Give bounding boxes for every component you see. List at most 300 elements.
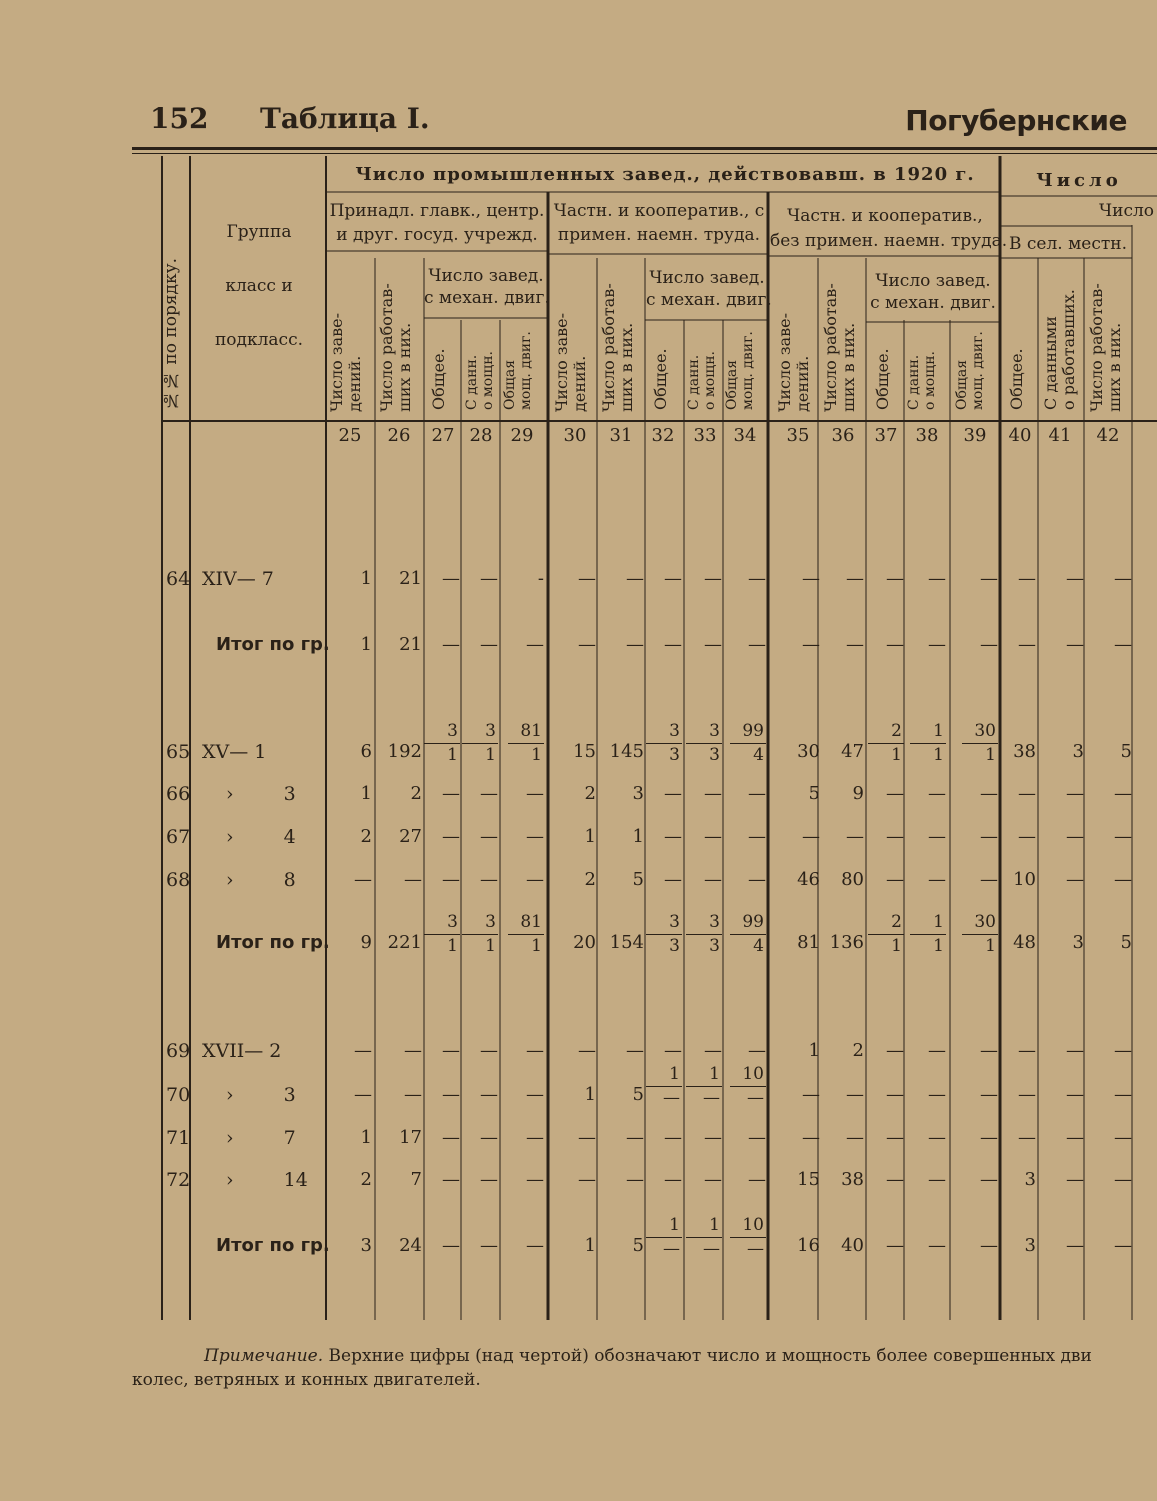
group-total-label: Итог по гр.: [216, 1235, 330, 1256]
table-cell: —: [480, 826, 498, 847]
table-cell: —: [748, 826, 766, 847]
table-cell: —: [748, 568, 766, 589]
column-number: 42: [1096, 425, 1120, 446]
table-cell: 15: [797, 1169, 820, 1190]
column-number: 32: [651, 425, 675, 446]
table-cell: —: [980, 1169, 998, 1190]
table-cell: —: [354, 1084, 372, 1105]
fraction-numerator: 1: [709, 1064, 720, 1084]
column-number: 40: [1008, 425, 1032, 446]
table-cell: —: [480, 568, 498, 589]
table-cell: 80: [841, 869, 864, 890]
vh-34: Общая мощ. двиг.: [724, 331, 756, 410]
table-cell: —: [442, 634, 460, 655]
fraction-bar: [646, 1086, 682, 1087]
column-number: 38: [915, 425, 939, 446]
fraction-denominator: 3: [669, 745, 680, 765]
table-cell: —: [704, 1169, 722, 1190]
table-cell: —: [442, 1040, 460, 1061]
header-chislo: Число: [1036, 170, 1122, 191]
table-cell: —: [526, 1235, 544, 1256]
fraction-bar: [730, 743, 766, 744]
table-cell: 3: [1024, 1169, 1036, 1190]
header-mech-c-1: Число завед.: [875, 271, 991, 291]
table-cell: —: [526, 634, 544, 655]
row-number: 69: [166, 1040, 191, 1062]
table-cell: 2: [584, 783, 596, 804]
table-cell: —: [664, 783, 682, 804]
table-cell: —: [578, 1040, 596, 1061]
column-number: 36: [831, 425, 855, 446]
table-cell: —: [480, 1084, 498, 1105]
table-cell: 5: [632, 1084, 644, 1105]
fraction-numerator: 10: [742, 1215, 764, 1235]
table-cell: 3: [1024, 1235, 1036, 1256]
fraction-bar: [910, 743, 946, 744]
fraction-bar: [730, 934, 766, 935]
table-cell: —: [526, 1084, 544, 1105]
table-cell: —: [578, 1127, 596, 1148]
table-cell: —: [928, 1169, 946, 1190]
table-cell: —: [442, 826, 460, 847]
table-cell: —: [886, 826, 904, 847]
table-cell: —: [1018, 826, 1036, 847]
table-cell: —: [846, 826, 864, 847]
table-cell: —: [704, 783, 722, 804]
table-cell: —: [1066, 869, 1084, 890]
fraction-denominator: 3: [709, 745, 720, 765]
table-title: Таблица I.: [260, 102, 430, 135]
fraction-denominator: 4: [753, 745, 764, 765]
table-cell: —: [664, 869, 682, 890]
fraction-numerator: 3: [485, 721, 496, 741]
table-cell: —: [354, 1040, 372, 1061]
header-mech-b-1: Число завед.: [649, 268, 765, 288]
fraction-numerator: 10: [742, 1064, 764, 1084]
table-cell: —: [1018, 1040, 1036, 1061]
fraction-denominator: 1: [985, 936, 996, 956]
table-cell: 81: [797, 932, 820, 953]
table-cell: —: [980, 869, 998, 890]
table-cell: —: [526, 783, 544, 804]
header-main-title: Число промышленных завед., действовавш. в 1920 г.: [355, 164, 975, 185]
table-cell: 2: [360, 1169, 372, 1190]
table-cell: 221: [387, 932, 422, 953]
table-cell: 40: [841, 1235, 864, 1256]
table-cell: —: [886, 1235, 904, 1256]
table-cell: 2: [360, 826, 372, 847]
table-cell: —: [1114, 783, 1132, 804]
fraction-denominator: 1: [531, 936, 542, 956]
fraction-numerator: 3: [669, 912, 680, 932]
row-label: › 14: [226, 1169, 308, 1191]
table-cell: —: [664, 634, 682, 655]
header-state-1: Принадл. главк., центр.: [329, 201, 545, 221]
footnote-text-2: колес, ветряных и конных двигателей.: [132, 1370, 481, 1390]
table-cell: 10: [1013, 869, 1036, 890]
table-cell: —: [748, 869, 766, 890]
fraction-numerator: 99: [742, 721, 764, 741]
fraction-bar: [868, 743, 904, 744]
table-cell: —: [1066, 1084, 1084, 1105]
table-cell: 21: [399, 568, 422, 589]
fraction-denominator: 1: [985, 745, 996, 765]
table-cell: —: [980, 783, 998, 804]
table-cell: —: [1066, 1235, 1084, 1256]
table-cell: —: [442, 1169, 460, 1190]
table-cell: —: [526, 869, 544, 890]
fraction-bar: [686, 934, 722, 935]
fraction-numerator: 1: [669, 1215, 680, 1235]
header-village: В сел. местн.: [1008, 234, 1128, 254]
table-cell: 1: [584, 1235, 596, 1256]
table-cell: —: [1114, 1127, 1132, 1148]
row-number: 64: [166, 568, 191, 590]
fraction-numerator: 2: [891, 721, 902, 741]
table-cell: 6: [360, 741, 372, 762]
table-cell: 1: [584, 826, 596, 847]
row-label: › 8: [226, 869, 296, 891]
vh-25: Число заве- дений.: [327, 312, 364, 412]
table-cell: —: [442, 1235, 460, 1256]
table-cell: —: [1066, 1127, 1084, 1148]
table-cell: —: [664, 1169, 682, 1190]
table-cell: —: [748, 1169, 766, 1190]
table-cell: —: [846, 1127, 864, 1148]
table-cell: 1: [360, 783, 372, 804]
table-cell: —: [1114, 1235, 1132, 1256]
table-cell: —: [748, 1040, 766, 1061]
fraction-denominator: 1: [531, 745, 542, 765]
table-cell: 5: [632, 869, 644, 890]
table-cell: 16: [797, 1235, 820, 1256]
vh-26: Число работав- ших в них.: [377, 283, 414, 412]
fraction-denominator: —: [747, 1088, 764, 1108]
table-cell: —: [480, 634, 498, 655]
table-cell: 5: [1120, 741, 1132, 762]
fraction-numerator: 3: [447, 721, 458, 741]
vh-33: С данн. о мощн.: [686, 351, 718, 410]
page-number: 152: [150, 102, 209, 135]
table-cell: 136: [829, 932, 864, 953]
fraction-denominator: 1: [933, 745, 944, 765]
table-cell: —: [928, 869, 946, 890]
table-cell: —: [928, 1040, 946, 1061]
table-cell: —: [1066, 783, 1084, 804]
table-cell: 9: [360, 932, 372, 953]
fraction-bar: [910, 934, 946, 935]
header-chislo-sub: Число: [1098, 201, 1154, 221]
table-cell: 2: [584, 869, 596, 890]
table-cell: —: [1066, 568, 1084, 589]
table-cell: —: [980, 634, 998, 655]
table-cell: —: [1018, 634, 1036, 655]
table-cell: 1: [360, 1127, 372, 1148]
table-cell: 1: [360, 568, 372, 589]
table-cell: —: [886, 783, 904, 804]
table-cell: —: [1114, 1040, 1132, 1061]
fraction-numerator: 30: [974, 912, 996, 932]
column-number: 41: [1048, 425, 1072, 446]
row-number: 65: [166, 741, 191, 763]
table-cell: 1: [632, 826, 644, 847]
footnote: [132, 1344, 1157, 1392]
table-cell: 27: [399, 826, 422, 847]
table-cell: —: [1066, 634, 1084, 655]
table-cell: 154: [609, 932, 644, 953]
column-number: 35: [786, 425, 810, 446]
table-cell: —: [626, 568, 644, 589]
fraction-bar: [508, 934, 544, 935]
fraction-denominator: —: [703, 1239, 720, 1259]
header-mech-b-2: с механ. двиг.: [646, 290, 772, 310]
fraction-denominator: 1: [933, 936, 944, 956]
table-cell: 2: [852, 1040, 864, 1061]
vh-39: Общая мощ. двиг.: [954, 331, 986, 410]
fraction-numerator: 3: [485, 912, 496, 932]
fraction-bar: [686, 1237, 722, 1238]
fraction-bar: [646, 1237, 682, 1238]
table-cell: —: [480, 783, 498, 804]
fraction-denominator: 1: [891, 936, 902, 956]
table-cell: —: [704, 1127, 722, 1148]
fraction-denominator: 1: [891, 745, 902, 765]
table-cell: 38: [841, 1169, 864, 1190]
table-cell: 3: [360, 1235, 372, 1256]
vh-41: С данными о работавших.: [1041, 289, 1078, 410]
table-cell: —: [526, 826, 544, 847]
fraction-numerator: 3: [669, 721, 680, 741]
table-cell: —: [980, 1040, 998, 1061]
vh-27: Общее.: [429, 348, 448, 410]
table-cell: 38: [1013, 741, 1036, 762]
table-cell: —: [928, 783, 946, 804]
header-nohired-2: без примен. наемн. труда.: [770, 231, 1008, 251]
table-cell: —: [1114, 826, 1132, 847]
table-cell: 20: [573, 932, 596, 953]
fraction-bar: [646, 743, 682, 744]
running-head: Погубернские: [905, 104, 1127, 137]
table-cell: 21: [399, 634, 422, 655]
fraction-numerator: 3: [709, 721, 720, 741]
table-cell: —: [442, 1127, 460, 1148]
table-cell: —: [980, 568, 998, 589]
column-number: 25: [338, 425, 362, 446]
row-number: 68: [166, 869, 191, 891]
column-number: 31: [609, 425, 633, 446]
table-cell: 5: [808, 783, 820, 804]
table-cell: —: [980, 1127, 998, 1148]
table-cell: —: [846, 1084, 864, 1105]
group-total-label: Итог по гр.: [216, 634, 330, 655]
column-number: 27: [431, 425, 455, 446]
table-cell: —: [704, 634, 722, 655]
table-cell: —: [1066, 1169, 1084, 1190]
table-cell: —: [802, 1084, 820, 1105]
table-cell: —: [1114, 568, 1132, 589]
header-hired-2: примен. наемн. труда.: [557, 225, 761, 245]
table-cell: —: [928, 1084, 946, 1105]
table-cell: —: [578, 568, 596, 589]
table-cell: 1: [584, 1084, 596, 1105]
table-cell: —: [1018, 568, 1036, 589]
table-cell: —: [704, 1040, 722, 1061]
table-cell: —: [846, 568, 864, 589]
vh-30: Число заве- дений.: [552, 312, 589, 412]
header-mech-c-2: с механ. двиг.: [870, 293, 996, 313]
table-cell: —: [1114, 1169, 1132, 1190]
table-cell: 2: [410, 783, 422, 804]
table-cell: —: [704, 869, 722, 890]
header-mech-a-1: Число завед.: [428, 266, 544, 286]
table-cell: —: [442, 869, 460, 890]
table-cell: —: [480, 1040, 498, 1061]
fraction-bar: [462, 743, 498, 744]
vh-38: С данн. о мощн.: [906, 351, 938, 410]
table-cell: —: [928, 1235, 946, 1256]
footnote-text: Верхние цифры (над чертой) обозначают число и мощность более совершенных дви: [328, 1346, 1092, 1366]
table-cell: —: [1114, 869, 1132, 890]
header-group-3: подкласс.: [214, 330, 304, 350]
row-label: XVII— 2: [202, 1040, 282, 1062]
table-cell: 192: [387, 741, 422, 762]
table-cell: 145: [609, 741, 644, 762]
row-label: › 3: [226, 783, 296, 805]
row-label: › 4: [226, 826, 296, 848]
table-cell: —: [404, 1084, 422, 1105]
table-cell: —: [664, 1040, 682, 1061]
table-cell: —: [442, 1084, 460, 1105]
vh-42: Число работав- ших в них.: [1087, 283, 1124, 412]
table-cell: —: [802, 826, 820, 847]
vh-37: Общее.: [873, 348, 892, 410]
fraction-bar: [686, 743, 722, 744]
fraction-denominator: 1: [447, 936, 458, 956]
row-number: 71: [166, 1127, 191, 1149]
fraction-numerator: 81: [520, 912, 542, 932]
table-cell: —: [480, 1235, 498, 1256]
column-number: 26: [387, 425, 411, 446]
header-group-1: Группа: [226, 222, 292, 242]
table-cell: —: [442, 783, 460, 804]
group-total-label: Итог по гр.: [216, 932, 330, 953]
table-cell: —: [748, 783, 766, 804]
fraction-denominator: 4: [753, 936, 764, 956]
table-cell: —: [748, 634, 766, 655]
table-cell: 3: [1072, 741, 1084, 762]
fraction-denominator: 1: [485, 936, 496, 956]
table-cell: —: [802, 634, 820, 655]
vh-40: Общее.: [1007, 348, 1026, 410]
fraction-numerator: 99: [742, 912, 764, 932]
table-cell: 3: [1072, 932, 1084, 953]
table-cell: —: [886, 1084, 904, 1105]
row-number: 72: [166, 1169, 191, 1191]
fraction-denominator: 1: [485, 745, 496, 765]
vh-31: Число работав- ших в них.: [599, 283, 636, 412]
table-cell: —: [704, 568, 722, 589]
header-hired-1: Частн. и кооператив., с: [553, 201, 765, 221]
table-cell: 48: [1013, 932, 1036, 953]
fraction-bar: [424, 934, 460, 935]
table-cell: 1: [808, 1040, 820, 1061]
table-cell: —: [928, 826, 946, 847]
fraction-denominator: —: [703, 1088, 720, 1108]
table-cell: —: [1066, 1040, 1084, 1061]
fraction-numerator: 1: [933, 912, 944, 932]
header-mech-a-2: с механ. двиг.: [424, 288, 550, 308]
table-cell: —: [664, 1127, 682, 1148]
table-cell: 30: [797, 741, 820, 762]
table-cell: —: [802, 568, 820, 589]
fraction-numerator: 3: [447, 912, 458, 932]
table-cell: —: [404, 869, 422, 890]
table-cell: —: [886, 869, 904, 890]
fraction-bar: [730, 1086, 766, 1087]
fraction-numerator: 1: [669, 1064, 680, 1084]
fraction-numerator: 81: [520, 721, 542, 741]
table-cell: —: [626, 1040, 644, 1061]
fraction-bar: [730, 1237, 766, 1238]
row-label: XIV— 7: [202, 568, 274, 590]
table-cell: —: [980, 1235, 998, 1256]
column-number: 28: [469, 425, 493, 446]
table-cell: —: [354, 869, 372, 890]
table-cell: —: [1066, 826, 1084, 847]
table-cell: —: [626, 634, 644, 655]
fraction-denominator: —: [747, 1239, 764, 1259]
fraction-bar: [962, 743, 998, 744]
fraction-denominator: —: [663, 1239, 680, 1259]
fraction-denominator: 3: [709, 936, 720, 956]
table-cell: —: [1018, 783, 1036, 804]
fraction-bar: [462, 934, 498, 935]
table-cell: —: [578, 1169, 596, 1190]
table-cell: 7: [410, 1169, 422, 1190]
fraction-bar: [686, 1086, 722, 1087]
table-cell: —: [526, 1127, 544, 1148]
fraction-numerator: 1: [933, 721, 944, 741]
header-state-2: и друг. госуд. учрежд.: [336, 225, 538, 245]
row-label: › 3: [226, 1084, 296, 1106]
fraction-denominator: 1: [447, 745, 458, 765]
table-cell: —: [404, 1040, 422, 1061]
column-number: 30: [563, 425, 587, 446]
fraction-bar: [962, 934, 998, 935]
table-cell: —: [748, 1127, 766, 1148]
table-cell: —: [928, 568, 946, 589]
table-cell: 5: [632, 1235, 644, 1256]
fraction-bar: [508, 743, 544, 744]
table-cell: —: [1018, 1127, 1036, 1148]
table-cell: —: [980, 1084, 998, 1105]
fraction-numerator: 3: [709, 912, 720, 932]
table-cell: —: [1114, 1084, 1132, 1105]
vh-29: Общая мощ. двиг.: [502, 331, 534, 410]
table-cell: —: [578, 634, 596, 655]
vh-28: С данн. о мощн.: [464, 351, 496, 410]
table-cell: —: [802, 1127, 820, 1148]
column-number: 37: [874, 425, 898, 446]
row-label: › 7: [226, 1127, 296, 1149]
fraction-denominator: 3: [669, 936, 680, 956]
table-cell: —: [526, 1040, 544, 1061]
table-cell: 24: [399, 1235, 422, 1256]
table-cell: —: [980, 826, 998, 847]
fraction-numerator: 1: [709, 1215, 720, 1235]
table-cell: —: [626, 1127, 644, 1148]
table-cell: —: [664, 568, 682, 589]
